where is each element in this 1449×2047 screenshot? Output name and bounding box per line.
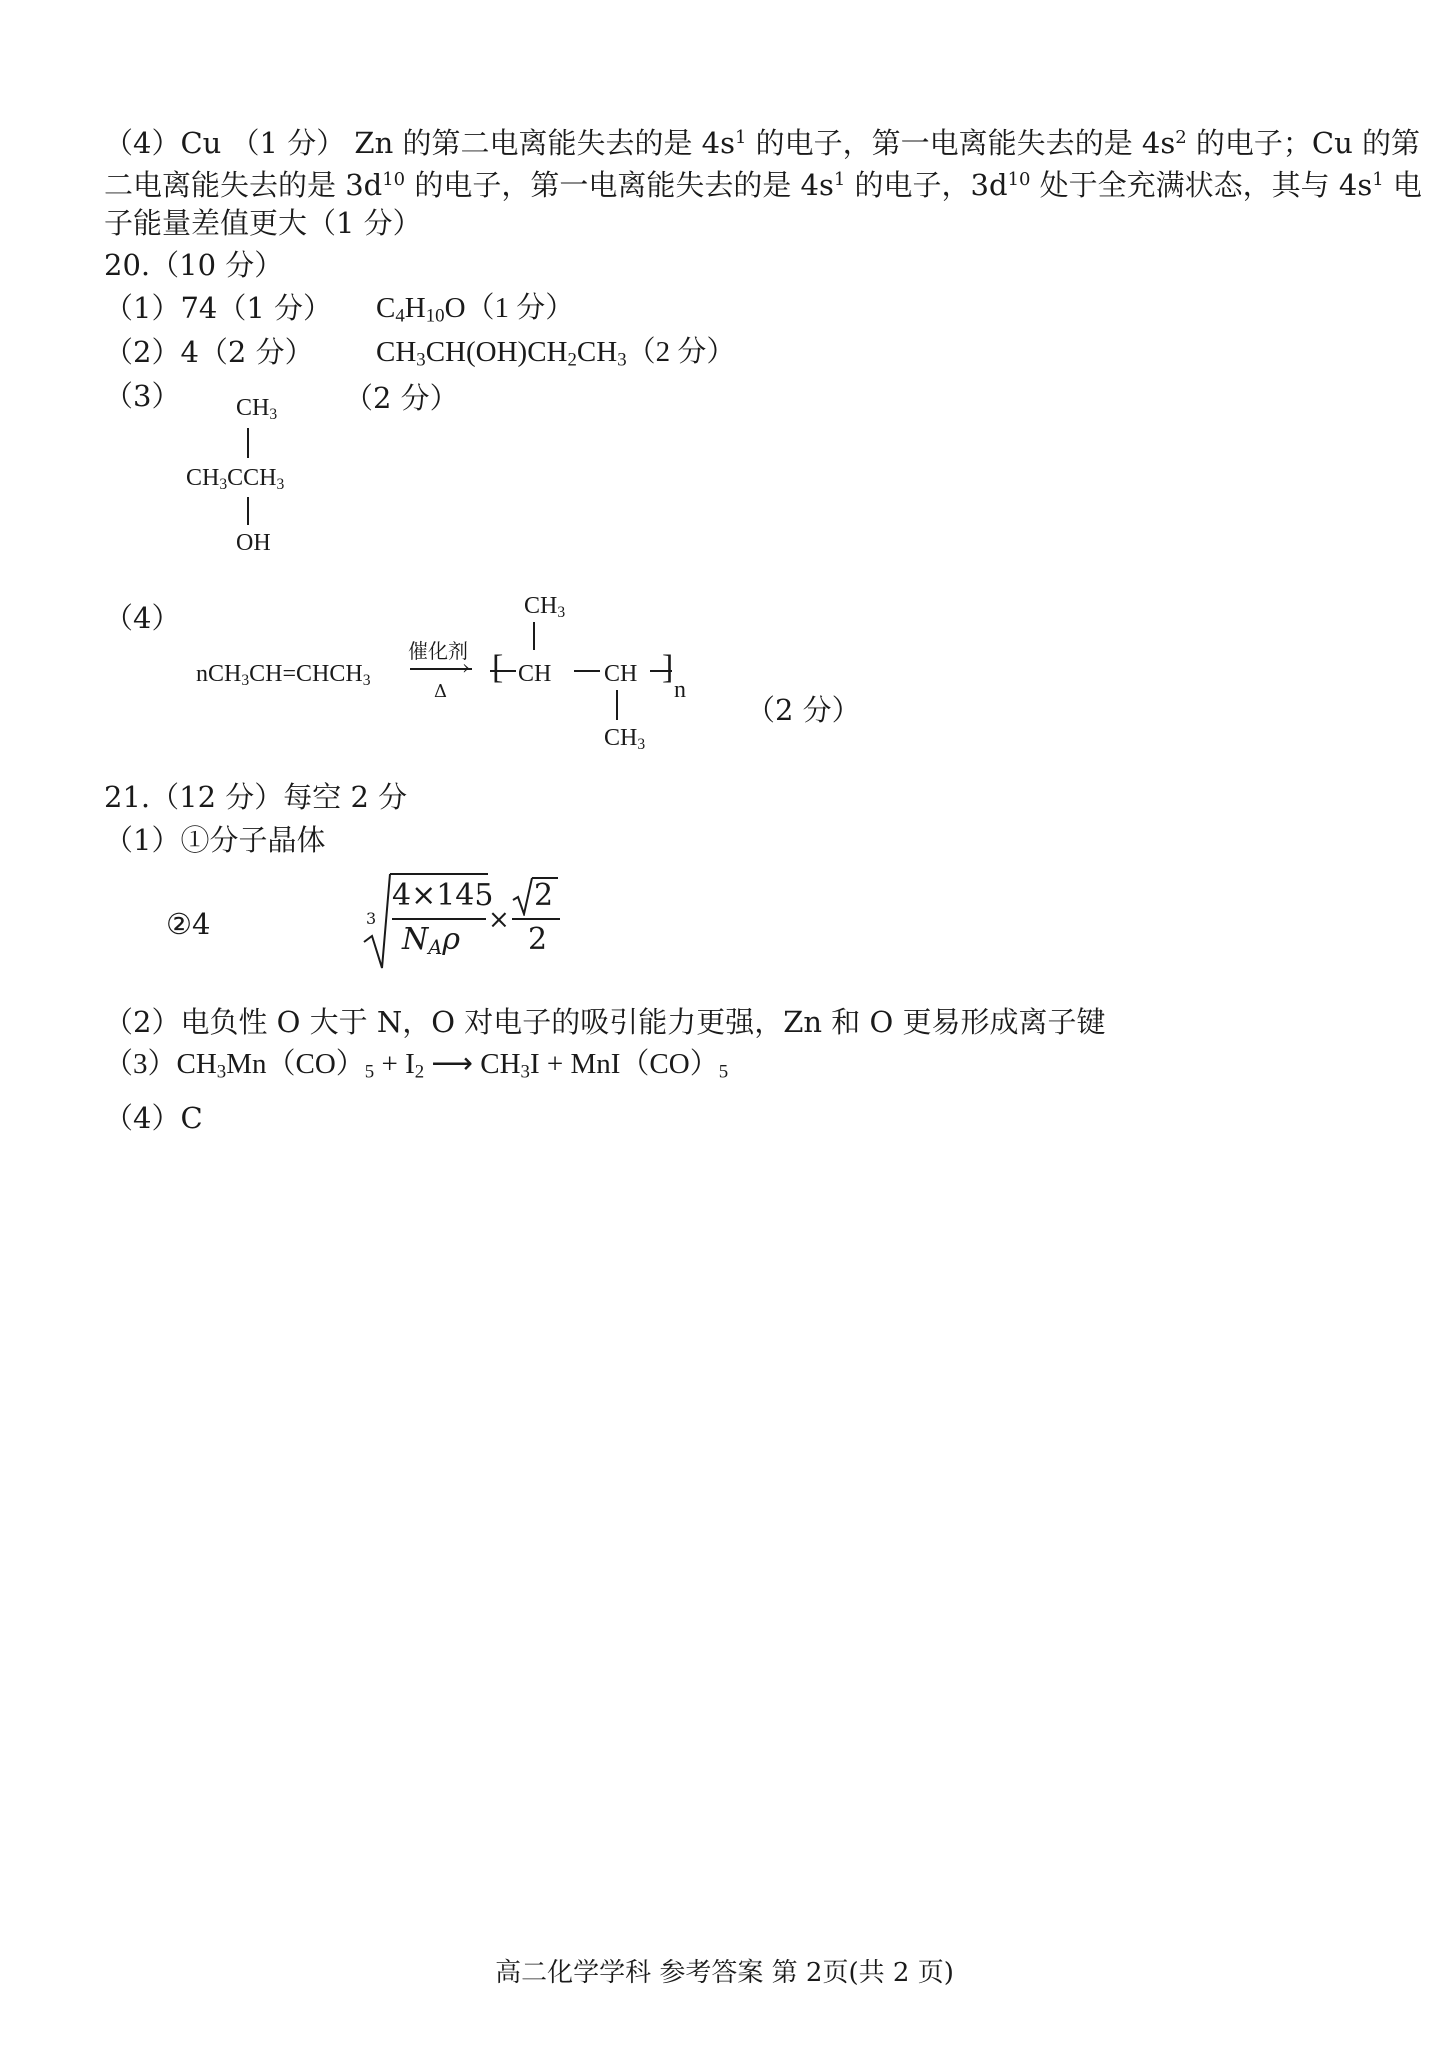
structure-bottom-oh: OH bbox=[236, 530, 271, 556]
sqrt-radicand: 2 bbox=[534, 878, 554, 913]
text: 的电子；Cu 的第 bbox=[1186, 125, 1420, 160]
subscript: 4 bbox=[395, 305, 405, 327]
text: 的电子，第一电离能失去的是 4s bbox=[746, 125, 1176, 160]
reactant: $nCH_3CH=CHCH_3$ bbox=[196, 661, 371, 689]
q21-heading: 21.（12 分）每空 2 分 bbox=[104, 780, 408, 814]
bond-line bbox=[616, 690, 618, 720]
polymer-top-ch3: $CH_3$ bbox=[524, 593, 566, 621]
polymer-ch-left: CH bbox=[518, 661, 552, 687]
radical-bar bbox=[390, 873, 488, 875]
reaction-arrow: ⟶ bbox=[431, 1048, 473, 1080]
bond-line bbox=[490, 670, 516, 672]
text: 的电子，第一电离能失去的是 4s bbox=[405, 167, 834, 202]
formula-text: $CH_3CH(OH)CH_2CH_3$ bbox=[376, 336, 627, 371]
score: （1 分） bbox=[465, 292, 575, 324]
q20-part4-score: （2 分） bbox=[746, 693, 861, 727]
q20-part1-formula bbox=[376, 290, 574, 335]
sqrt-sign bbox=[512, 876, 534, 916]
fraction-bar bbox=[512, 918, 560, 920]
superscript: 1 bbox=[833, 169, 846, 190]
text: 的电子，3d bbox=[845, 167, 1008, 202]
superscript: 1 bbox=[735, 127, 747, 148]
structure-top-ch3: $CH_3$ bbox=[236, 395, 278, 423]
bond-line bbox=[247, 428, 249, 458]
q20-part2-formula bbox=[376, 334, 735, 379]
q21-part1-a: （1）①分子晶体 bbox=[104, 823, 326, 857]
superscript: 1 bbox=[1372, 169, 1384, 190]
polymer-bottom-ch3: $CH_3$ bbox=[604, 725, 646, 753]
left-bracket: [ bbox=[492, 649, 504, 686]
q19-4-line3: 子能量差值更大（1 分） bbox=[104, 206, 422, 240]
q19-4-line1 bbox=[104, 118, 1420, 163]
q20-part2-label: （2）4（2 分） bbox=[104, 335, 314, 369]
bond-line bbox=[533, 622, 535, 650]
subscript: 10 bbox=[425, 305, 445, 327]
q21-part1-b-label: ②4 bbox=[166, 907, 211, 941]
score: （2 分） bbox=[626, 336, 736, 368]
fraction-denominator-2: 2 bbox=[528, 922, 548, 957]
fraction-bar bbox=[392, 918, 486, 920]
superscript: 2 bbox=[1175, 127, 1187, 148]
bond-line bbox=[574, 670, 600, 672]
catalyst-label: 催化剂 bbox=[408, 639, 468, 663]
text: C bbox=[376, 292, 396, 324]
heat-label: Δ bbox=[434, 681, 447, 702]
text: O bbox=[444, 292, 466, 324]
text: 处于全充满状态，其与 4s bbox=[1030, 167, 1373, 202]
text: （4）Cu （1 分） Zn 的第二电离能失去的是 4s bbox=[104, 125, 736, 160]
q21-part2: （2）电负性 O 大于 N，O 对电子的吸引能力更强，Zn 和 O 更易形成离子键 bbox=[104, 1005, 1106, 1039]
q20-part3-score: （2 分） bbox=[344, 381, 459, 415]
q19-4-line2 bbox=[104, 160, 1422, 205]
structure-middle: $CH_3CCH_3$ bbox=[186, 465, 285, 493]
times-sign: × bbox=[488, 905, 510, 935]
text: 电 bbox=[1383, 167, 1422, 202]
fraction-numerator: 4×145 bbox=[392, 878, 494, 913]
superscript: 10 bbox=[1007, 169, 1031, 190]
text: 二电离能失去的是 3d bbox=[104, 167, 383, 202]
polymer-ch-right: CH bbox=[604, 661, 638, 687]
q20-part1-label: （1）74（1 分） bbox=[104, 291, 333, 325]
polymer-n: n bbox=[674, 677, 686, 703]
root-index: 3 bbox=[366, 909, 377, 928]
q20-heading: 20.（10 分） bbox=[104, 248, 284, 282]
radical-sign bbox=[362, 872, 392, 972]
superscript: 10 bbox=[382, 169, 406, 190]
q21-part4: （4）C bbox=[104, 1101, 203, 1135]
arrow-head: › bbox=[462, 655, 470, 679]
q21-part3: $(3)CH_3Mn(CO)_5 + I_2$ ⟶ $CH_3I + MnI(CO)_5$ bbox=[104, 1048, 729, 1083]
bond-line bbox=[247, 497, 249, 525]
right-bracket: ] bbox=[662, 649, 674, 686]
text: H bbox=[404, 292, 426, 324]
fraction-denominator: $N_A\rho$ bbox=[402, 922, 460, 959]
page-footer: 高二化学学科 参考答案 第 2页(共 2 页) bbox=[495, 1958, 954, 1988]
q20-part3-label: （3） bbox=[104, 379, 181, 413]
q20-part4-label: （4） bbox=[104, 601, 181, 635]
